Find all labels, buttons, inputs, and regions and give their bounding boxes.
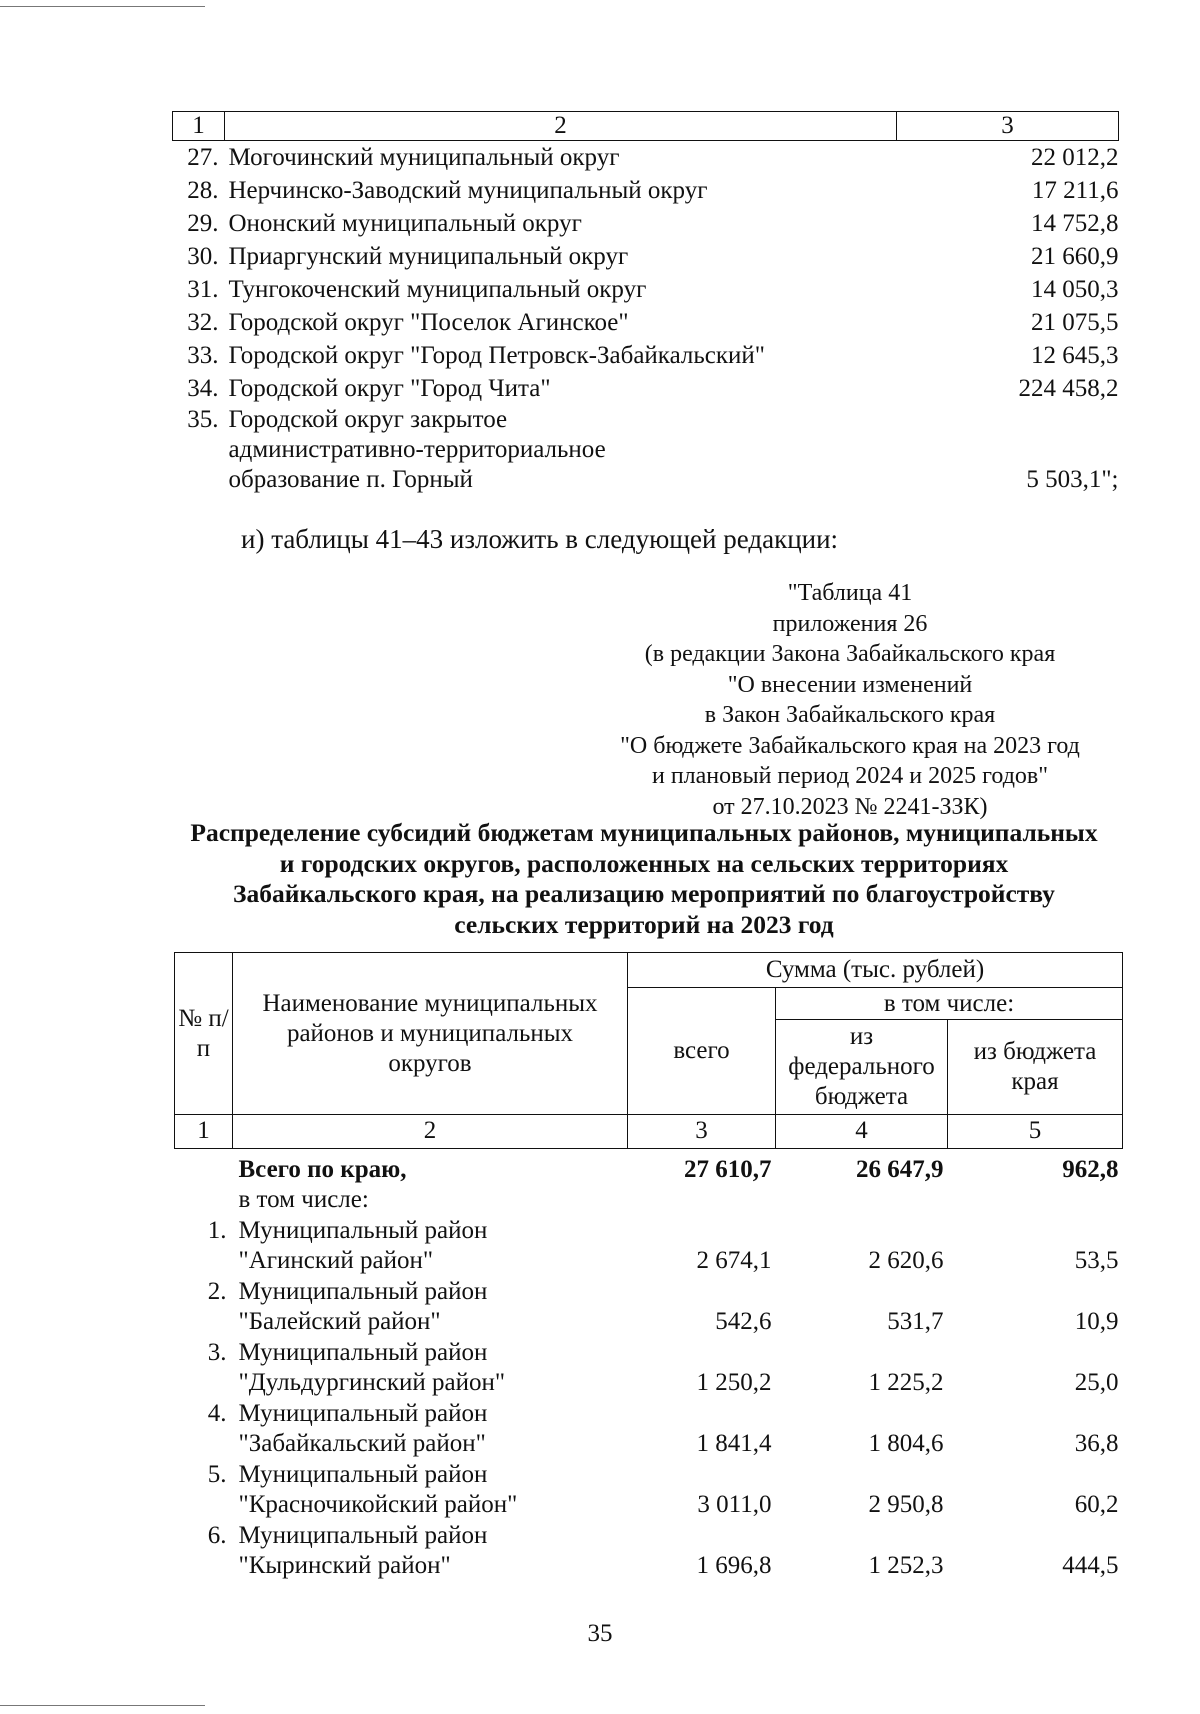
total-row [175,1155,1123,1186]
caption-line: "О внесении изменений [727,671,973,698]
table-row [175,1399,1123,1460]
row-total: 3 011,0 [697,1491,772,1518]
row-federal: 531,7 [887,1308,944,1335]
table-row [173,240,1119,273]
row-name: Городской округ "Город Чита" [228,375,551,402]
row-name-line: Муниципальный район [238,1521,488,1549]
table-row [175,1216,1123,1277]
row-total: 1 250,2 [696,1369,772,1396]
row-number: 30. [187,243,219,270]
table-row [175,1460,1123,1521]
header-sum: Сумма (тыс. рублей) [628,953,1123,988]
index-cell: 4 [776,1115,948,1149]
row-number: 2. [207,1277,227,1305]
row-regional: 444,5 [1062,1552,1119,1579]
row-federal: 1 252,3 [868,1552,944,1579]
scan-edge-line-bottom [0,1705,205,1706]
table-caption [600,578,1100,822]
table-row [173,273,1119,306]
row-regional: 10,9 [1074,1308,1119,1335]
scan-edge-line-top [0,6,205,7]
including-label: в том числе: [238,1186,369,1213]
table-row [173,207,1119,240]
row-value: 21 660,9 [1031,243,1119,270]
caption-line: в Закон Забайкальского края [704,702,996,728]
index-cell: 5 [948,1115,1123,1149]
continuation-table [172,111,1119,495]
table-row [173,372,1119,405]
page-number: 35 [587,1620,613,1647]
row-name-line: "Кыринский район" [238,1552,451,1579]
header-cell: 3 [897,112,1119,141]
row-name [233,1399,628,1460]
index-cell: 3 [628,1115,776,1149]
caption-line: "О бюджете Забайкальского края на 2023 год [620,732,1080,759]
row-name [233,1277,628,1338]
row-name-line: "Красночикойский район" [238,1491,518,1518]
header-cell: 2 [225,112,897,141]
index-cell: 1 [175,1115,233,1149]
row-federal: 2 950,8 [868,1491,944,1518]
row-total: 1 696,8 [696,1552,772,1579]
row-number: 3. [207,1338,227,1366]
row-name-line: Муниципальный район [238,1399,488,1427]
total-federal: 26 647,9 [856,1155,944,1183]
row-regional: 36,8 [1074,1430,1119,1457]
total-regional: 962,8 [1062,1155,1119,1183]
row-name: Нерчинско-Заводский муниципальный округ [228,177,708,204]
row-federal: 2 620,6 [868,1247,944,1274]
row-value: 12 645,3 [1031,342,1119,369]
row-name-line: Муниципальный район [238,1277,488,1305]
page-title [170,818,1118,940]
row-regional: 53,5 [1074,1247,1119,1274]
row-name-line: "Балейский район" [238,1308,441,1335]
caption-line: от 27.10.2023 № 2241-ЗЗК) [712,793,988,820]
row-federal: 1 804,6 [868,1430,944,1457]
row-value: 14 752,8 [1031,210,1119,237]
row-total: 542,6 [715,1308,772,1335]
row-name: Городской округ "Город Петровск-Забайкальский" [228,342,765,369]
subsidies-table [174,952,1123,1582]
table-row [175,1521,1123,1582]
table-row [173,174,1119,207]
row-name: Приаргунский муниципальный округ [228,243,629,270]
row-name-line: Муниципальный район [238,1460,488,1488]
table-row [175,1277,1123,1338]
index-cell: 2 [233,1115,628,1149]
row-name: Ононский муниципальный округ [228,210,582,237]
header-including: в том числе: [776,988,1123,1020]
row-name-line: Муниципальный район [238,1216,488,1244]
row-number: 5. [207,1460,227,1488]
row-number: 34. [187,375,219,402]
including-row [175,1185,1123,1216]
header-cell: 1 [173,112,225,141]
row-name-line: "Забайкальский район" [238,1430,486,1457]
row-name: Тунгокоченский муниципальный округ [228,276,647,303]
header-federal: из федерального бюджета [776,1020,948,1115]
table-row [173,339,1119,372]
row-name-line: административно-территориальное [228,436,606,463]
title-line: сельских территорий на 2023 год [454,909,834,939]
row-total: 2 674,1 [696,1247,772,1274]
row-name [233,1521,628,1582]
row-value: 21 075,5 [1031,309,1119,336]
index-row [175,1115,1123,1149]
table-row [175,1338,1123,1399]
row-number: 29. [187,210,219,237]
row-number: 33. [187,342,219,369]
header-number: № п/п [175,953,233,1115]
continuation-table-header [173,112,1119,141]
row-value: 22 012,2 [1031,144,1119,171]
row-name [233,1216,628,1277]
caption-line: "Таблица 41 [787,580,913,606]
row-number: 27. [187,144,219,171]
row-value: 17 211,6 [1031,177,1119,204]
row-number: 4. [207,1399,227,1427]
row-name [233,1338,628,1399]
row-regional: 60,2 [1074,1491,1119,1518]
title-line: Забайкальского края, на реализацию мероприятий по благоустройству [233,879,1055,908]
row-number: 6. [207,1521,227,1549]
header-total: всего [628,988,776,1115]
row-name-line: "Дульдургинский район" [238,1369,506,1396]
row-number: 1. [207,1216,227,1244]
row-number: 35. [187,406,219,433]
caption-line: (в редакции Закона Забайкальского края [644,641,1056,667]
total-label: Всего по краю, [238,1155,407,1183]
row-name-line: образование п. Горный [228,466,473,493]
row-value: 14 050,3 [1031,276,1119,303]
row-total: 1 841,4 [696,1430,772,1457]
row-name [225,405,897,495]
table-row [173,405,1119,495]
row-name: Могочинский муниципальный округ [228,144,620,171]
row-value: 224 458,2 [1018,375,1119,402]
caption-line: приложения 26 [772,610,928,637]
row-name-line: Муниципальный район [238,1338,488,1366]
row-name [233,1460,628,1521]
row-federal: 1 225,2 [868,1369,944,1396]
amendment-intro-text: и) таблицы 41–43 изложить в следующей редакции: [241,524,839,554]
table-row [173,141,1119,175]
title-line: Распределение субсидий бюджетам муниципальных районов, муниципальных [190,818,1098,847]
header-regional: из бюджета края [948,1020,1123,1115]
total-all: 27 610,7 [684,1155,772,1183]
title-line: и городских округов, расположенных на сельских территориях [279,848,1009,878]
row-number: 32. [187,309,219,336]
row-number: 31. [187,276,219,303]
row-name-line: Городской округ закрытое [228,406,508,433]
row-number: 28. [187,177,219,204]
row-value: 5 503,1"; [1026,466,1119,493]
row-regional: 25,0 [1074,1369,1119,1396]
header-name: Наименование муниципальных районов и муниципальных округов [233,953,628,1115]
table-row [173,306,1119,339]
caption-line: и плановый период 2024 и 2025 годов" [651,763,1049,789]
row-name-line: "Агинский район" [238,1247,434,1274]
row-name: Городской округ "Поселок Агинское" [228,309,629,336]
